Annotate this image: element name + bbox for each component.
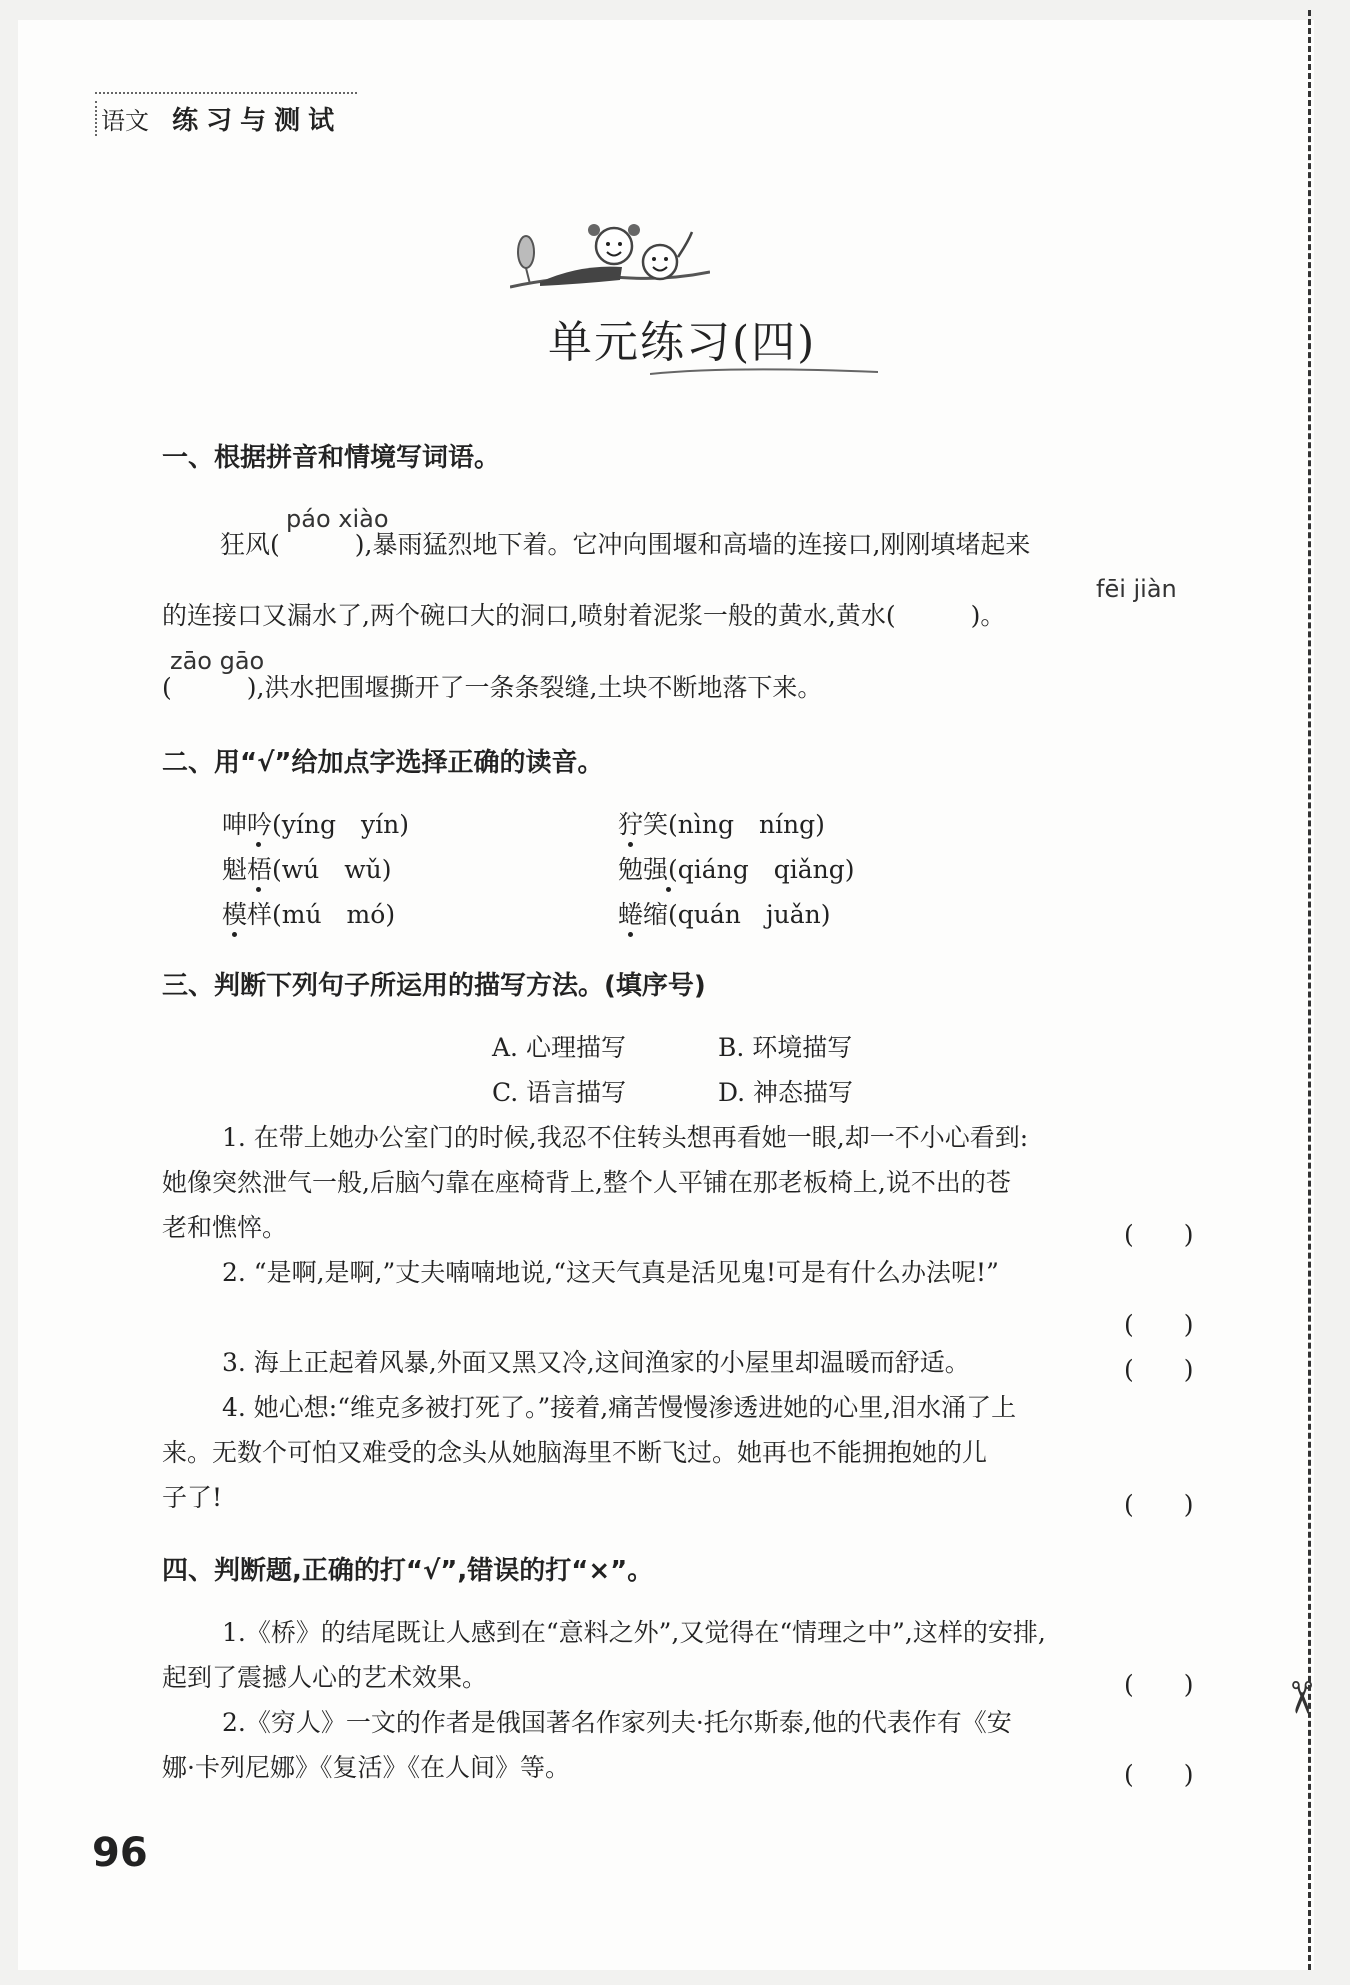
- s3-question-1-line-2: 她像突然泄气一般,后脑勺靠在座椅背上,整个人平铺在那老板椅上,说不出的苍: [162, 1168, 1011, 1197]
- s4-question-1-line-2: 起到了震撼人心的艺术效果。: [162, 1663, 488, 1692]
- s4-question-2-line-1: 2.《穷人》一文的作者是俄国著名作家列夫·托尔斯泰,他的代表作有《安: [222, 1708, 1012, 1737]
- page-title: 单元练习(四): [548, 317, 817, 368]
- s3-question-1-line-1: 1. 在带上她办公室门的时候,我忍不住转头想再看她一眼,却一不小心看到:: [222, 1123, 1029, 1152]
- section-2-heading: 二、用“√”给加点字选择正确的读音。: [162, 748, 604, 778]
- option-a: A. 心理描写: [492, 1033, 626, 1062]
- pinyin-zaogao: zāo gāo: [170, 647, 265, 675]
- s3-question-4-line-3: 子了!: [162, 1483, 223, 1512]
- s3-question-2-line-1: 2. “是啊,是啊,”丈夫喃喃地说,“这天气真是活见鬼!可是有什么办法呢!”: [222, 1258, 999, 1287]
- pronunciation-item-ningxiao: 狞笑(nìng níng): [618, 810, 825, 839]
- s3-question-4-line-2: 来。无数个可怕又难受的念头从她脑海里不断飞过。她再也不能拥抱她的儿: [162, 1438, 988, 1467]
- emphasis-dot: [666, 887, 671, 892]
- header-series: 练习与测试: [172, 106, 343, 136]
- s3-question-1-line-3: 老和憔悴。: [162, 1213, 288, 1242]
- option-b: B. 环境描写: [718, 1033, 853, 1062]
- pronunciation-item-mianqiang: 勉强(qiáng qiǎng): [618, 855, 855, 884]
- pronunciation-item-kuiwu: 魁梧(wú wǔ): [222, 855, 392, 884]
- section-1-line-3: ( ),洪水把围堰撕开了一条条裂缝,土块不断地落下来。: [162, 673, 823, 702]
- section-1-line-2: 的连接口又漏水了,两个碗口大的洞口,喷射着泥浆一般的黄水,黄水( )。: [162, 601, 1006, 630]
- scissors-icon: ✂: [1274, 1679, 1326, 1716]
- emphasis-dot: [256, 842, 261, 847]
- section-4-heading: 四、判断题,正确的打“√”,错误的打“×”。: [162, 1556, 654, 1586]
- cartoon-children-illustration: [510, 212, 710, 312]
- s4-question-2-line-2: 娜·卡列尼娜》《复活》《在人间》等。: [162, 1753, 570, 1782]
- pronunciation-item-quansuo: 蜷缩(quán juǎn): [618, 900, 831, 929]
- pinyin-feijian: fēi jiàn: [1096, 575, 1177, 603]
- running-header: [95, 92, 357, 137]
- s4-question-1-line-1: 1.《桥》的结尾既让人感到在“意料之外”,又觉得在“情理之中”,这样的安排,: [222, 1618, 1046, 1647]
- s3-question-3-line-1: 3. 海上正起着风暴,外面又黑又冷,这间渔家的小屋里却温暖而舒适。: [222, 1348, 970, 1377]
- pronunciation-item-muyang: 模样(mú mó): [222, 900, 396, 929]
- pinyin-paoxiao: páo xiào: [286, 505, 389, 533]
- section-1-heading: 一、根据拼音和情境写词语。: [162, 443, 501, 473]
- answer-blank[interactable]: ( ): [1124, 1490, 1194, 1519]
- emphasis-dot: [232, 932, 237, 937]
- emphasis-dot: [256, 887, 261, 892]
- section-3-heading: 三、判断下列句子所运用的描写方法。(填序号): [162, 971, 706, 1001]
- answer-blank[interactable]: ( ): [1124, 1220, 1194, 1249]
- cut-line: [1308, 10, 1311, 1970]
- title-underline: [650, 364, 878, 378]
- section-1-line-1: 狂风( ),暴雨猛烈地下着。它冲向围堰和高墙的连接口,刚刚填堵起来: [220, 530, 1031, 559]
- answer-blank[interactable]: ( ): [1124, 1355, 1194, 1384]
- header-subject: 语文: [95, 101, 149, 136]
- emphasis-dot: [628, 842, 633, 847]
- answer-blank[interactable]: ( ): [1124, 1310, 1194, 1339]
- option-d: D. 神态描写: [718, 1078, 854, 1107]
- pronunciation-item-shenyin: 呻吟(yíng yín): [222, 810, 409, 839]
- answer-blank[interactable]: ( ): [1124, 1670, 1194, 1699]
- s3-question-4-line-1: 4. 她心想:“维克多被打死了。”接着,痛苦慢慢渗透进她的心里,泪水涌了上: [222, 1393, 1017, 1422]
- page-number: 96: [92, 1830, 148, 1876]
- emphasis-dot: [628, 932, 633, 937]
- option-c: C. 语言描写: [492, 1078, 627, 1107]
- answer-blank[interactable]: ( ): [1124, 1760, 1194, 1789]
